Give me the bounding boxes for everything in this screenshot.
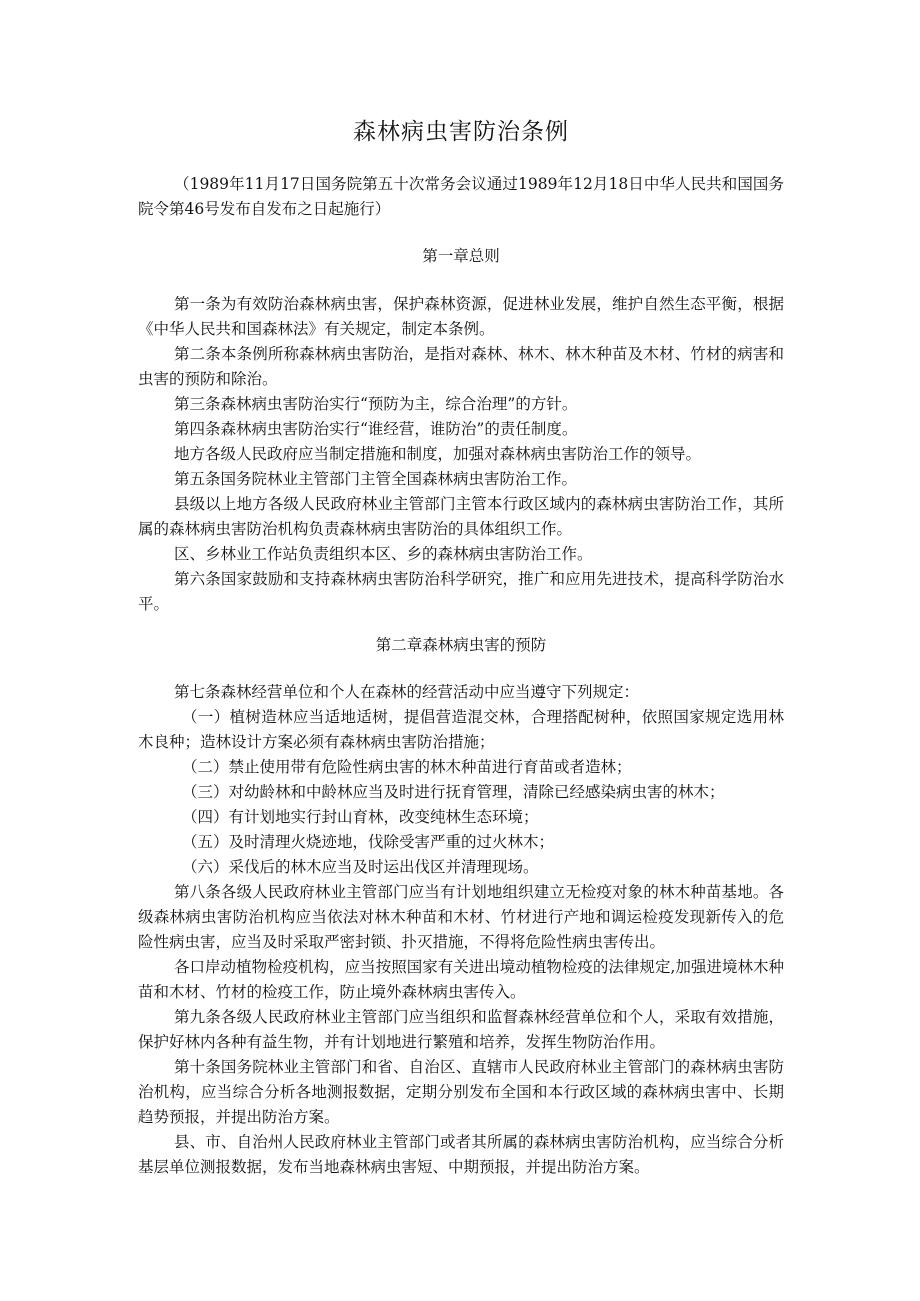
article-8-paragraph: 第八条各级人民政府林业主管部门应当有计划地组织建立无检疫对象的林木种苗基地。各级森林病虫害防治机构应当依法对林木种苗和木材、竹材进行产地和调运检疫发现新传入的危险性病虫害，应当及时采取严密封锁、扑灭措施，不得将危险性病虫害传出。 [138,883,784,951]
article-5-paragraph: 第五条国务院林业主管部门主管全国森林病虫害防治工作。 [174,470,578,488]
article-10-paragraph: 第十条国务院林业主管部门和省、自治区、直辖市人民政府林业主管部门的森林病虫害防治机构，应当综合分析各地测报数据，定期分别发布全国和本行政区域的森林病虫害中、长期趋势预报，并提出防治方案。 [138,1058,784,1126]
article-7-item-1: （一）植树造林应当适地适树，提倡营造混交林，合理搭配树种，依照国家规定选用林木良种；造林设计方案必须有森林病虫害防治措施； [138,708,784,751]
article-4-paragraph: 第四条森林病虫害防治实行“谁经营，谁防治”的责任制度。 [174,420,578,438]
article-7-item-2: （二）禁止使用带有危险性病虫害的林木种苗进行育苗或者造林； [182,758,632,776]
article-7-intro: 第七条森林经营单位和个人在森林的经营活动中应当遵守下列规定： [174,683,640,701]
chapter-1-body [138,292,784,617]
chapter-2-heading: 第二章森林病虫害的预防 [375,636,547,654]
article-5-sub-paragraph-1: 县级以上地方各级人民政府林业主管部门主管本行政区域内的森林病虫害防治工作，其所属的森林病虫害防治机构负责森林病虫害防治的具体组织工作。 [138,495,784,538]
article-8-sub-paragraph: 各口岸动植物检疫机构，应当按照国家有关进出境动植物检疫的法律规定,加强进境林木种苗和木材、竹材的检疫工作，防止境外森林病虫害传入。 [138,958,784,1001]
article-7-item-6: （六）采伐后的林木应当及时运出伐区并清理现场。 [182,858,539,876]
article-2-paragraph: 第二条本条例所称森林病虫害防治，是指对森林、林木、林木种苗及木材、竹材的病害和虫害的预防和除治。 [138,345,784,388]
document-title: 森林病虫害防治条例 [353,119,569,145]
article-10-sub-paragraph: 县、市、自治州人民政府林业主管部门或者其所属的森林病虫害防治机构，应当综合分析基层单位测报数据，发布当地森林病虫害短、中期预报，并提出防治方案。 [138,1133,784,1176]
chapter-1-heading: 第一章总则 [422,247,500,265]
article-7-item-4: （四）有计划地实行封山育林，改变纯林生态环境； [182,808,539,826]
document-subtitle: （1989年11月17日国务院第五十次常务会议通过1989年12月18日中华人民共和国国务院令第46号发布自发布之日起施行） [138,175,784,218]
article-6-paragraph: 第六条国家鼓励和支持森林病虫害防治科学研究，推广和应用先进技术，提高科学防治水平。 [138,570,784,613]
article-3-paragraph: 第三条森林病虫害防治实行“预防为主，综合治理”的方针。 [174,395,578,413]
article-1-paragraph: 第一条为有效防治森林病虫害，保护森林资源，促进林业发展，维护自然生态平衡，根据《中华人民共和国森林法》有关规定，制定本条例。 [138,295,784,338]
article-4-sub-paragraph: 地方各级人民政府应当制定措施和制度，加强对森林病虫害防治工作的领导。 [174,445,702,463]
chapter-2-body [138,680,784,1180]
article-7-item-3: （三）对幼龄林和中龄林应当及时进行抚育管理，清除已经感染病虫害的林木； [182,783,725,801]
article-7-item-5: （五）及时清理火烧迹地，伐除受害严重的过火林木； [182,833,555,851]
article-5-sub-paragraph-2: 区、乡林业工作站负责组织本区、乡的森林病虫害防治工作。 [174,545,593,563]
article-9-paragraph: 第九条各级人民政府林业主管部门应当组织和监督森林经营单位和个人，采取有效措施，保护好林内各种有益生物，并有计划地进行繁殖和培养，发挥生物防治作用。 [138,1008,784,1051]
